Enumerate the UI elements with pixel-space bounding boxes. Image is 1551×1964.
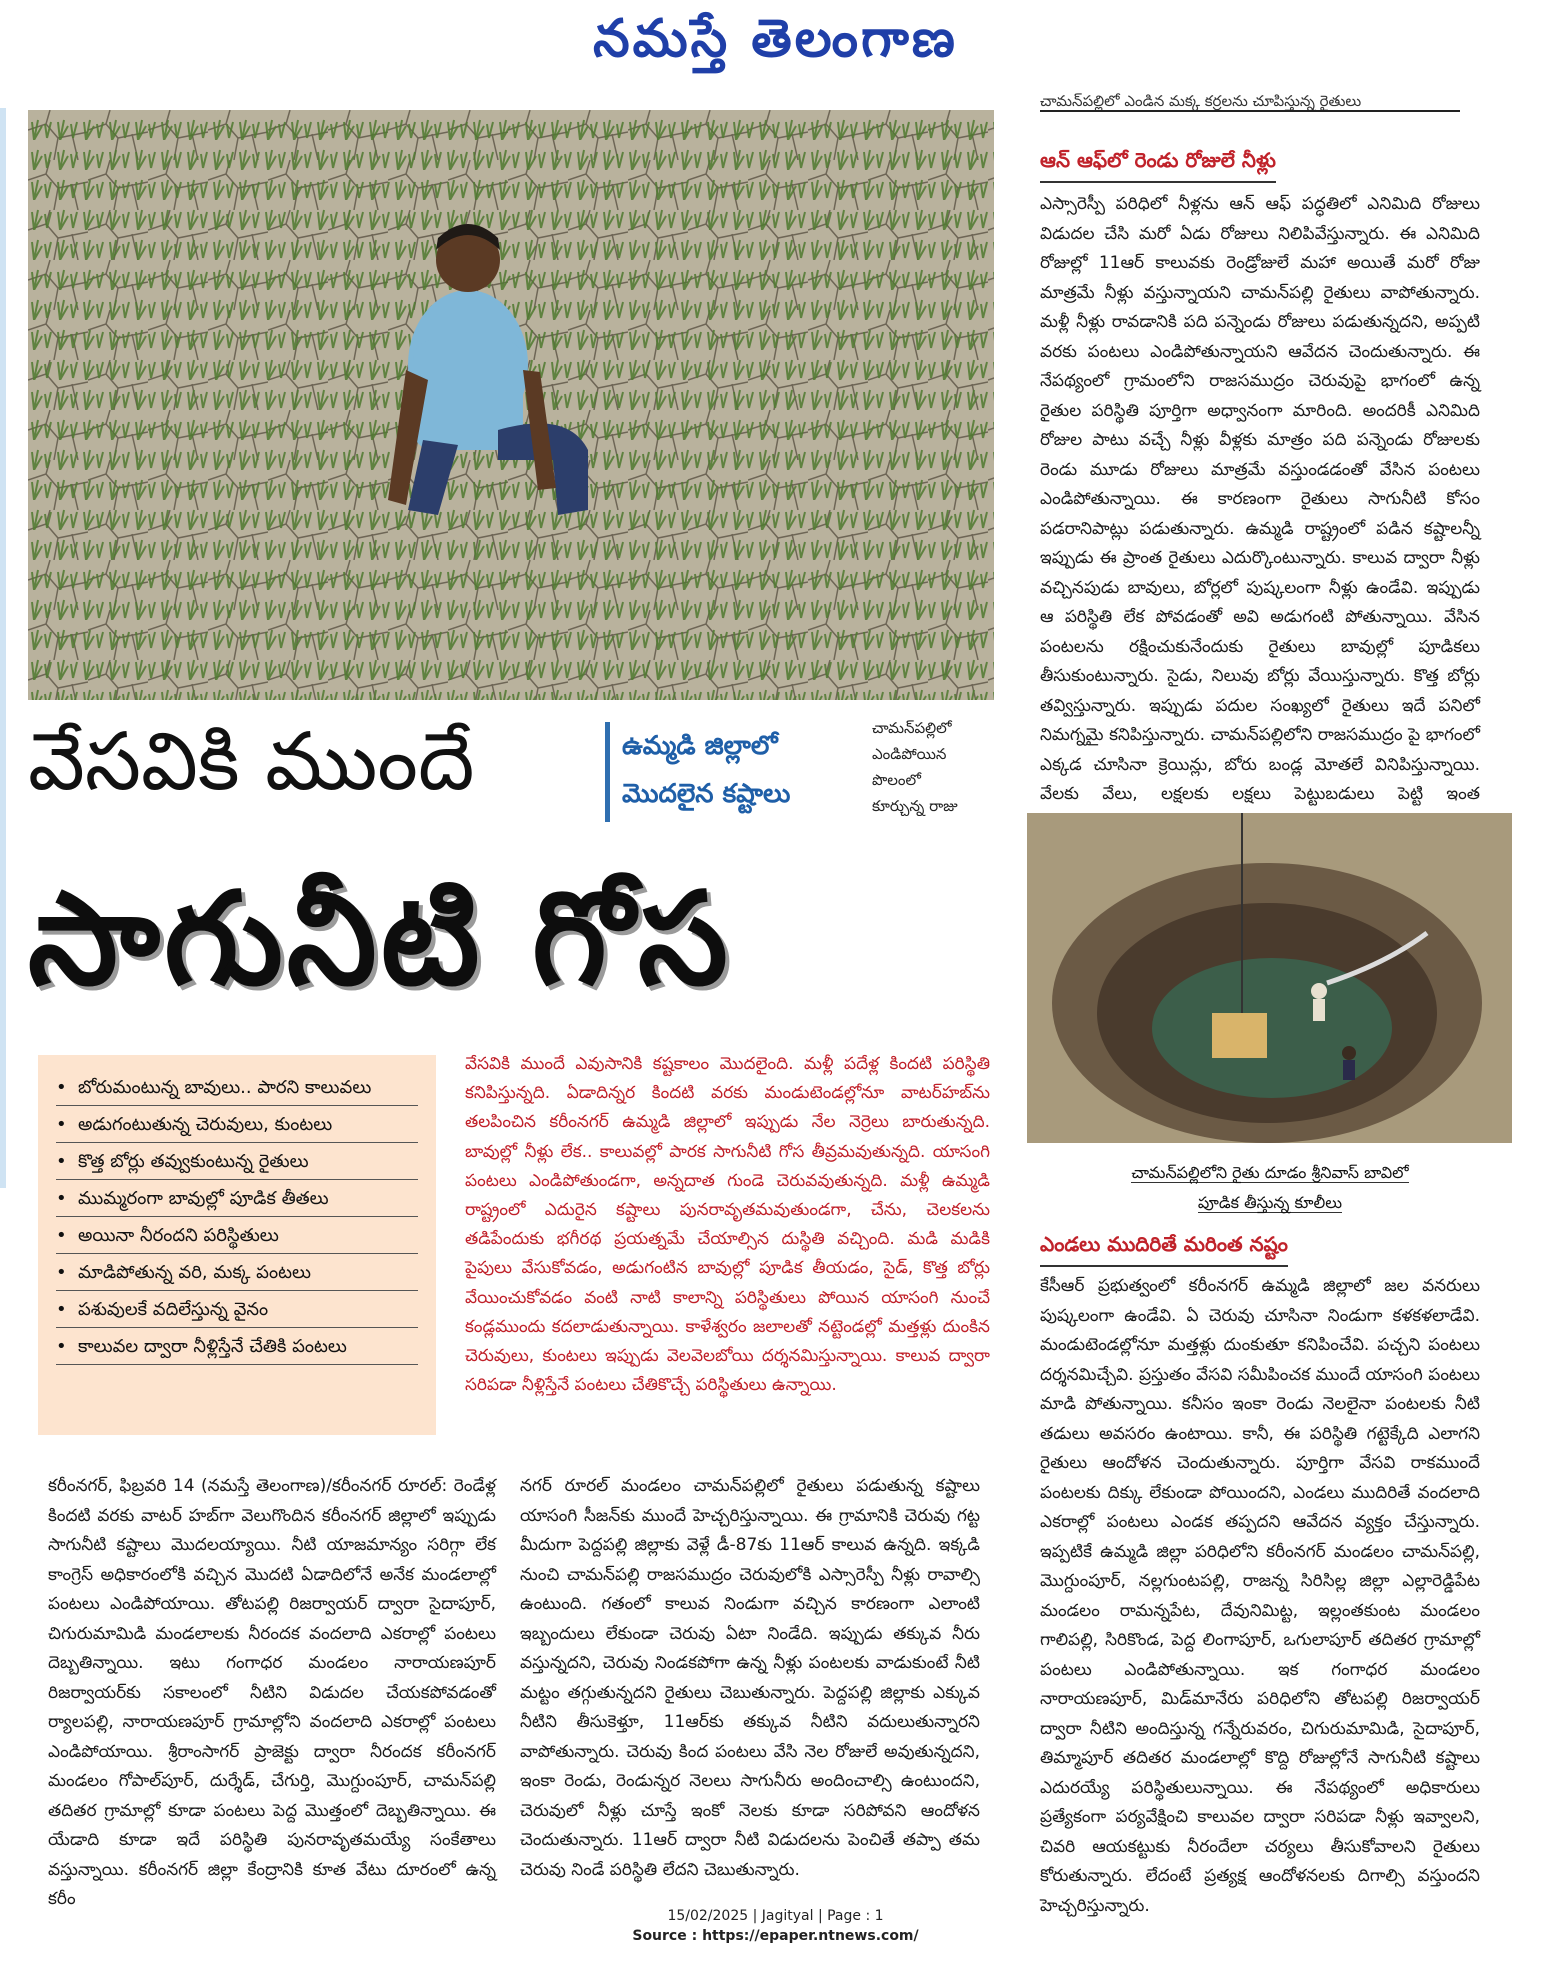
well-caption-line-1: చామన్‌పల్లిలోని రైతు దూడం శ్రీనివాస్ బావిలో (1131, 1163, 1409, 1182)
farmer-caption-line-2: ఎండిపోయిన (872, 745, 947, 763)
deck-box (605, 722, 867, 822)
top-photo-caption: చామన్‌పల్లిలో ఎండిన మక్క కర్రలను చూపిస్తున్న రైతులు (1040, 92, 1460, 112)
deck-line-2: మొదలైన కష్టాలు (622, 779, 791, 809)
subheading-on-off: ఆన్ ఆఫ్‌లో రెండు రోజులే నీళ్లు (1040, 148, 1276, 183)
highlight-item: • అయినా నీరందని పరిస్థితులు (56, 1217, 418, 1254)
highlight-item: • కాలువల ద్వారా నీళ్లిస్తేనే చేతికి పంటలు (56, 1328, 418, 1365)
masthead (0, 8, 1551, 78)
column2: నగర్ రూరల్ మండలం చామన్‌పల్లిలో రైతులు పడుతున్న కష్టాలు యాసంగి సీజన్‌కు ముందే హెచ్చరిస్తున్నాయి. ఈ గ్రామానికి చెరువు గట్ట మీదుగా పెద్దపల్లి జిల్లాకు వెళ్లే డీ-87కు 11ఆర్ కాలువ ఉన్నది. ఇక్కడి నుంచి చామన్‌పల్లి రాజసముద్రం చెరువులోకి ఎస్సారెస్పీ నీళ్లు రావాల్సి ఉంటుంది. గతంలో కాలువ నిండుగా వచ్చిన కారణంగా ఎలాంటి ఇబ్బందులు లేకుండా చెరువు ఏటా నిండేది. ఇప్పుడు తక్కువ నీరు వస్తున్నదని, చెరువు నిండకపోగా ఉన్న నీళ్లు పంటలకు వాడుకుంటే నీటి మట్టం తగ్గుతున్నదని రైతులు చెబుతున్నారు. పెద్దపల్లి జిల్లాకు ఎక్కువ నీటిని తీసుకెళ్తూ, 11ఆర్‌కు తక్కువ నీటిని వదులుతున్నారని వాపోతున్నారు. చెరువు కింద పంటలు వేసి నెల రోజులే అవుతున్నదని, ఇంకా రెండు, రెండున్నర నెలలు సాగునీరు అందించాల్సి ఉంటుందని, చెరువులో నీళ్లు చూస్తే ఇంకో నెలకు కూడా సరిపోవని ఆందోళన చెందుతున్నారు. 11ఆర్ ద్వారా నీటి విడుదలను పెంచితే తప్పా తమ చెరువు నిండే పరిస్థితి లేదని చెబుతున్నారు. (520, 1476, 980, 1880)
column1: కరీంనగర్, ఫిబ్రవరి 14 (నమస్తే తెలంగాణ)/కరీంనగర్ రూరల్: రెండేళ్ల కిందటి వరకు వాటర్ హబ్‌గా వెలుగొందిన కరీంనగర్ జిల్లాలో ఇప్పుడు సాగునీటి కష్టాలు మొదలయ్యాయి. నీటి యాజమాన్యం సరిగ్గా లేక కాంగ్రెస్ అధికారంలోకి వచ్చిన మొదటి ఏడాదిలోనే అనేక మండలాల్లో పంటలు ఎండిపోయాయి. తోటపల్లి రిజర్వాయర్ ద్వారా సైదాపూర్, చిగురుమామిడి మండలాలకు నీరందక వందలాది ఎకరాల్లో పంటలు దెబ్బతిన్నాయి. ఇటు గంగాధర మండలం నారాయణపూర్ రిజర్వాయర్‌కు సకాలంలో నీటిని విడుదల చేయకపోవడంతో ర్యాలపల్లి, నారాయణపూర్ గ్రామాల్లోని వందలాది ఎకరాల్లో పంటలు ఎండిపోయాయి. శ్రీరాంసాగర్ ప్రాజెక్టు ద్వారా నీరందక కరీంనగర్ మండలం గోపాల్‌పూర్, దుర్శేడ్, చేగుర్తి, మొగ్దుంపూర్, చామన్‌పల్లి తదితర గ్రామాల్లో కూడా పంటలు పెద్ద మొత్తంలో దెబ్బతిన్నాయి. ఈ యేడాది కూడా ఇదే పరిస్థితి పునరావృతమయ్యే సంకేతాలు వస్తున్నాయి. కరీంనగర్ జిల్లా కేంద్రానికి కూత వేటు దూరంలో ఉన్న కరీం (48, 1476, 496, 1909)
highlight-item: • ముమ్మరంగా బావుల్లో పూడిక తీతలు (56, 1180, 418, 1217)
headline: సాగునీటి గోస (28, 865, 732, 1014)
kicker: వేసవికి ముందే (28, 715, 475, 808)
farmer-photo-caption (872, 715, 1002, 819)
deck-line-1: ఉమ్మడి జిల్లాలో (622, 731, 778, 761)
well-photo-image (1027, 813, 1512, 1143)
farmer-photo-image (28, 110, 994, 700)
footer-dateline: 15/02/2025 | Jagityal | Page : 1 (667, 1908, 884, 1924)
highlight-item: • అడుగంటుతున్న చెరువులు, కుంటలు (56, 1106, 418, 1143)
farmer-photo (28, 110, 994, 700)
subheading-heat: ఎండలు ముదిరితే మరింత నష్టం (1040, 1232, 1288, 1267)
highlight-item: • పశువులకే వదిలేస్తున్న వైనం (56, 1291, 418, 1328)
left-margin-bar (0, 108, 6, 1188)
page-footer (0, 1906, 1551, 1946)
masthead-title: నమస్తే తెలంగాణ (593, 8, 958, 69)
intro-paragraph: వేసవికి ముందే ఎవుసానికి కష్టకాలం మొదలైంది. మళ్లీ పదేళ్ల కిందటి పరిస్థితి కనిపిస్తున్నది. ఏడాదిన్నర కిందటి వరకు మండుటెండల్లోనూ వాటర్‌హబ్‌ను తలపించిన కరీంనగర్ ఉమ్మడి జిల్లాలో ఇప్పుడు నేల నెర్రెలు బారుతున్నది. బావుల్లో నీళ్లు లేక.. కాలువల్లో పారక సాగునీటి గోస తీవ్రమవుతున్నది. యాసంగి పంటలు ఎండిపోతుండగా, అన్నదాత గుండె చెరువవుతున్నది. మళ్లీ ఉమ్మడి రాష్ట్రంలో ఎదురైన కష్టాలు పునరావృతమవుతుండగా, చేను, చెలకలను తడిపేందుకు భగీరథ ప్రయత్నమే చేయాల్సిన దుస్థితి వచ్చింది. మడి మడికి పైపులు వేసుకోవడం, అడుగంటిన బావుల్లో పూడిక తీయడం, సైడ్, కొత్త బోర్లు వేయించుకోవడం వంటి నాటి కాలాన్ని పరిస్థితులు పోయిన యాసంగి నుంచే కండ్లముందు కదలాడుతున్నాయి. కాళేశ్వరం జలాలతో నట్టెండల్లో మత్తళ్లు దుంకిన చెరువులు, కుంటలు ఇప్పుడు వెలవెలబోయి దర్శనమిస్తున్నాయి. కాలువ ద్వారా సరిపడా నీళ్లిస్తేనే పంటలు చేతికొచ్చే పరిస్థితులు ఉన్నాయి. (465, 1054, 990, 1396)
farmer-caption-line-1: చామన్‌పల్లిలో (872, 719, 952, 737)
farmer-caption-line-3: పొలంలో (872, 771, 921, 789)
highlights-box (38, 1055, 436, 1435)
highlight-item: • మాడిపోతున్న వరి, మక్క పంటలు (56, 1254, 418, 1291)
farmer-caption-line-4: కూర్చున్న రాజు (872, 797, 958, 815)
well-photo-caption (1070, 1158, 1470, 1218)
well-photo (1027, 813, 1512, 1143)
column3-part2: కేసీఆర్ ప్రభుత్వంలో కరీంనగర్ ఉమ్మడి జిల్లాలో జల వనరులు పుష్కలంగా ఉండేవి. ఏ చెరువు చూసినా నిండుగా కళకళలాడేవి. మండుటెండల్లోనూ మత్తళ్లు దుంకుతూ కనిపించేవి. పచ్చని పంటలు దర్శనమిచ్చేవి. ప్రస్తుతం వేసవి సమీపించక ముందే యాసంగి పంటలు మాడి పోతున్నాయి. కనీసం ఇంకా రెండు నెలలైనా పంటలకు నీటి తడులు అవసరం ఉంటాయి. కానీ, ఈ పరిస్థితి గట్టెక్కేది ఎలాగని రైతులు ఆందోళన చెందుతున్నారు. పూర్తిగా వేసవి రాకముందే పంటలకు దిక్కు లేకుండా పోయిందని, ఎండలు ముదిరితే వందలాది ఎకరాల్లో పంటలు ఎండక తప్పదని ఆవేదన వ్యక్తం చేస్తున్నారు. ఇప్పటికే ఉమ్మడి జిల్లా పరిధిలోని కరీంనగర్ మండలం చామన్‌పల్లి, మొగ్దుంపూర్, నల్లగుంటపల్లి, రాజన్న సిరిసిల్ల జిల్లా ఎల్లారెడ్డిపేట మండలం రామన్నపేట, దేవునిమిట్ట, ఇల్లంతకుంట మండలం గాలిపల్లి, సిరికొండ, పెద్ద లింగాపూర్, ఒగులాపూర్ తదితర గ్రామాల్లో పంటలు ఎండిపోతున్నాయి. ఇక గంగాధర మండలం నారాయణపూర్, మిడ్‌మానేరు పరిధిలోని తోటపల్లి రిజర్వాయర్ ద్వారా నీటిని అందిస్తున్న గన్నేరువరం, చిగురుమామిడి, సైదాపూర్, తిమ్మాపూర్ తదితర మండలాల్లో కొద్ది రోజుల్లోనే సాగునీటి కష్టాలు ఎదురయ్యే పరిస్థితులున్నాయి. ఈ నేపథ్యంలో అధికారులు ప్రత్యేకంగా పర్యవేక్షించి కాలువల ద్వారా సరిపడా నీళ్లు ఇవ్వాలని, చివరి ఆయకట్టుకు నీరందేలా చర్యలు తీసుకోవాలని రైతులు కోరుతున్నారు. లేదంటే ప్రత్యక్ష ఆందోళనలకు దిగాల్సి వస్తుందని హెచ్చరిస్తున్నారు. (1040, 1276, 1480, 1916)
highlight-item: • బోరుమంటున్న బావులు.. పారని కాలువలు (56, 1069, 418, 1106)
highlight-item: • కొత్త బోర్లు తవ్వుకుంటున్న రైతులు (56, 1143, 418, 1180)
well-caption-line-2: పూడిక తీస్తున్న కూలీలు (1197, 1193, 1343, 1212)
column3-part1: ఎస్సారెస్పీ పరిధిలో నీళ్లను ఆన్ ఆఫ్ పద్ధతిలో ఎనిమిది రోజులు విడుదల చేసి మరో ఏడు రోజులు నిలిపివేస్తున్నారు. ఈ ఎనిమిది రోజుల్లో 11ఆర్ కాలువకు రెండ్రోజులే మహా అయితే మరో రోజు మాత్రమే నీళ్లు వస్తున్నాయని చామన్‌పల్లి రైతులు వాపోతున్నారు. మళ్లీ నీళ్లు రావడానికి పది పన్నెండు రోజులు పడుతున్నదని, అప్పటి వరకు పంటలు ఎండిపోతున్నాయని ఆవేదన చెందుతున్నారు. ఈ నేపథ్యంలో గ్రామంలోని రాజసముద్రం చెరువుపై భాగంలో ఉన్న రైతుల పరిస్థితి పూర్తిగా అధ్వానంగా మారింది. అందరికీ ఎనిమిది రోజుల పాటు వచ్చే నీళ్లు వీళ్లకు మాత్రం పది పన్నెండు రోజులకు రెండు మూడు రోజులు మాత్రమే వస్తుండడంతో వేసిన పంటలు ఎండిపోతున్నాయి. ఈ కారణంగా రైతులు సాగునీటి కోసం పడరానిపాట్లు పడుతున్నారు. ఉమ్మడి రాష్ట్రంలో పడిన కష్టాలన్నీ ఇప్పుడు ఈ ప్రాంత రైతులు ఎదుర్కొంటున్నారు. కాలువ ద్వారా నీళ్లు వచ్చినపుడు బావులు, బోర్లలో పుష్కలంగా నీళ్లు ఉండేవి. ఇప్పుడు ఆ పరిస్థితి లేక పోవడంతో అవి అడుగంటి పోతున్నాయి. వేసిన పంటలను రక్షించుకునేందుకు రైతులు బావుల్లో పూడికలు తీసుకుంటున్నారు. సైడు, నిలువు బోర్లు వేయిస్తున్నారు. కొత్త బోర్లు తవ్విస్తున్నారు. ఇప్పుడు పదుల సంఖ్యలో రైతులు ఇదే పనిలో నిమగ్నమై కనిపిస్తున్నారు. చామన్‌పల్లిలోని రాజసముద్రం పై భాగంలో ఎక్కడ చూసినా క్రెయిన్లు, బోరు బండ్ల మోతలే వినిపిస్తున్నాయి. వేలకు వేలు, లక్షలకు లక్షలు పెట్టుబడులు పెట్టి ఇంత (1040, 194, 1480, 804)
footer-source: Source : https://epaper.ntnews.com/ (632, 1928, 919, 1944)
